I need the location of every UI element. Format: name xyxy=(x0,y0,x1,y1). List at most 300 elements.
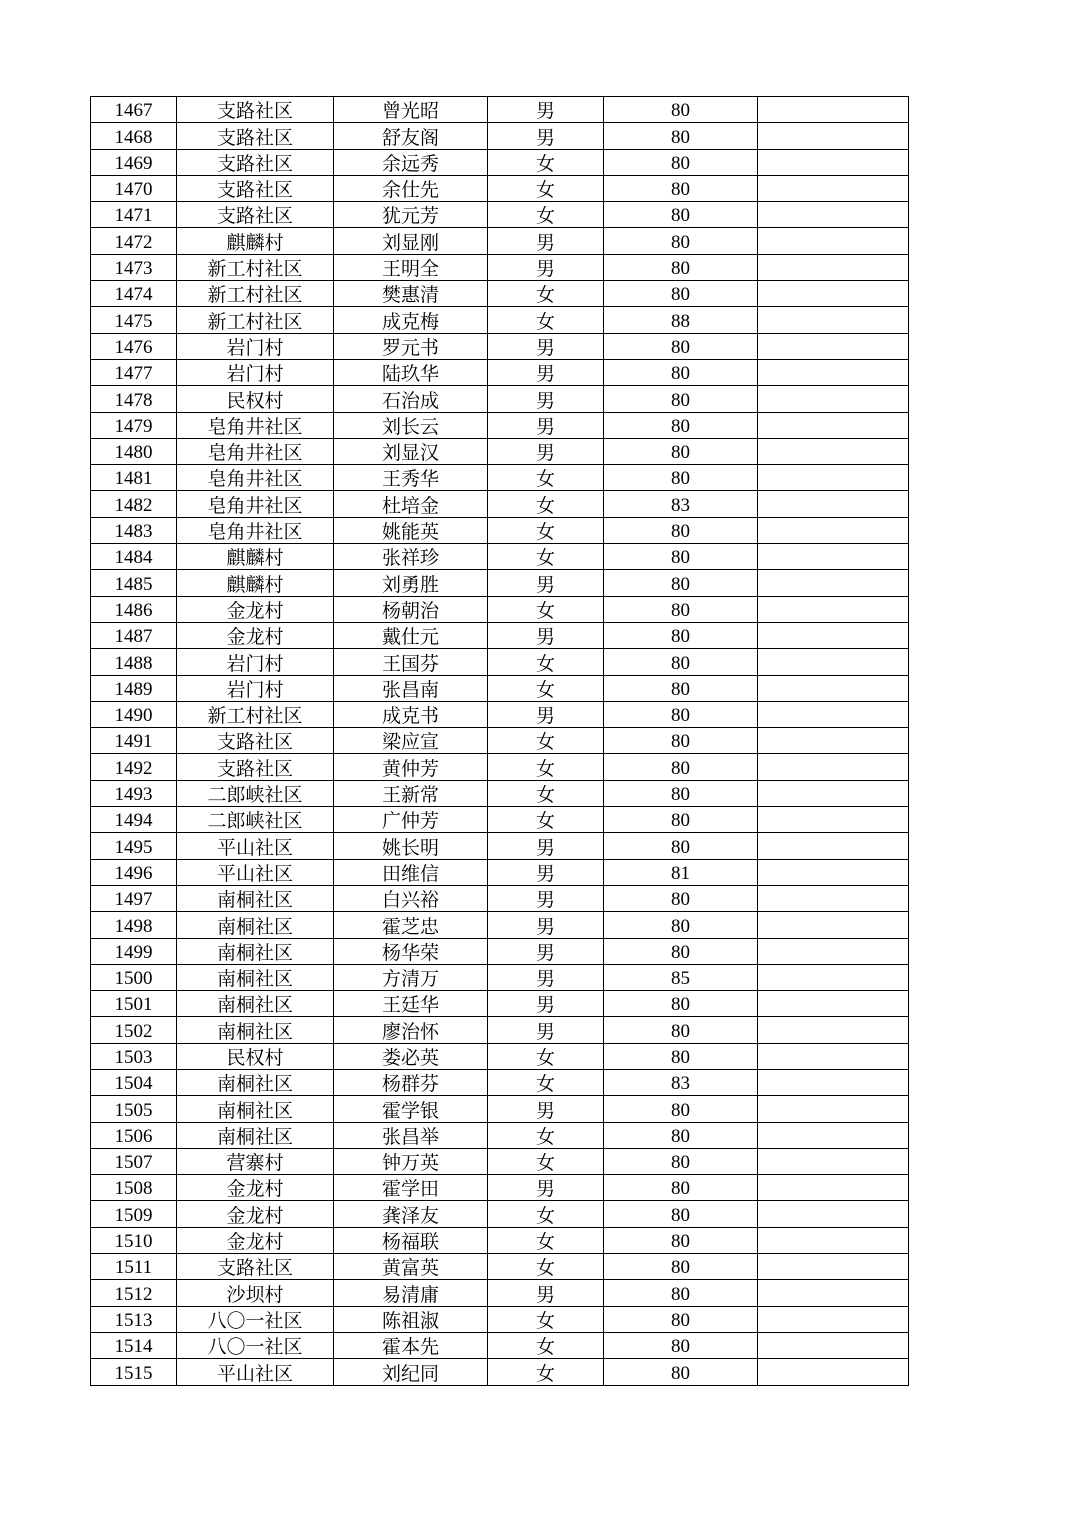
table-row xyxy=(91,359,909,385)
row-number-cell: 1485 xyxy=(91,570,177,596)
person-name-cell: 姚能英 xyxy=(334,517,488,543)
person-name-cell: 龚泽友 xyxy=(334,1201,488,1227)
remarks-cell xyxy=(758,1122,909,1148)
row-number-cell: 1493 xyxy=(91,780,177,806)
table-row xyxy=(91,885,909,911)
table-row xyxy=(91,1043,909,1069)
roster-table xyxy=(90,96,909,1386)
remarks-cell xyxy=(758,175,909,201)
community-cell: 皂角井社区 xyxy=(177,517,334,543)
remarks-cell xyxy=(758,1069,909,1095)
gender-cell: 男 xyxy=(488,570,604,596)
table-row xyxy=(91,859,909,885)
remarks-cell xyxy=(758,780,909,806)
age-cell: 80 xyxy=(604,675,758,701)
person-name-cell: 梁应宣 xyxy=(334,728,488,754)
remarks-cell xyxy=(758,1175,909,1201)
remarks-cell xyxy=(758,228,909,254)
remarks-cell xyxy=(758,833,909,859)
gender-cell: 女 xyxy=(488,175,604,201)
row-number-cell: 1498 xyxy=(91,912,177,938)
remarks-cell xyxy=(758,438,909,464)
community-cell: 南桐社区 xyxy=(177,964,334,990)
gender-cell: 女 xyxy=(488,1069,604,1095)
gender-cell: 男 xyxy=(488,912,604,938)
row-number-cell: 1514 xyxy=(91,1332,177,1358)
person-name-cell: 王秀华 xyxy=(334,465,488,491)
gender-cell: 女 xyxy=(488,780,604,806)
community-cell: 支路社区 xyxy=(177,1254,334,1280)
row-number-cell: 1483 xyxy=(91,517,177,543)
community-cell: 南桐社区 xyxy=(177,938,334,964)
gender-cell: 男 xyxy=(488,964,604,990)
person-name-cell: 方清万 xyxy=(334,964,488,990)
age-cell: 80 xyxy=(604,1359,758,1385)
table-row xyxy=(91,780,909,806)
community-cell: 平山社区 xyxy=(177,833,334,859)
community-cell: 金龙村 xyxy=(177,596,334,622)
age-cell: 80 xyxy=(604,544,758,570)
table-row xyxy=(91,649,909,675)
community-cell: 皂角井社区 xyxy=(177,438,334,464)
row-number-cell: 1486 xyxy=(91,596,177,622)
gender-cell: 女 xyxy=(488,1332,604,1358)
row-number-cell: 1505 xyxy=(91,1096,177,1122)
table-row xyxy=(91,622,909,648)
row-number-cell: 1491 xyxy=(91,728,177,754)
row-number-cell: 1501 xyxy=(91,991,177,1017)
row-number-cell: 1470 xyxy=(91,175,177,201)
table-row xyxy=(91,991,909,1017)
person-name-cell: 刘勇胜 xyxy=(334,570,488,596)
age-cell: 80 xyxy=(604,570,758,596)
remarks-cell xyxy=(758,359,909,385)
community-cell: 金龙村 xyxy=(177,1201,334,1227)
community-cell: 新工村社区 xyxy=(177,307,334,333)
age-cell: 80 xyxy=(604,1175,758,1201)
table-row xyxy=(91,701,909,727)
row-number-cell: 1496 xyxy=(91,859,177,885)
community-cell: 岩门村 xyxy=(177,333,334,359)
remarks-cell xyxy=(758,123,909,149)
remarks-cell xyxy=(758,912,909,938)
gender-cell: 女 xyxy=(488,649,604,675)
remarks-cell xyxy=(758,622,909,648)
gender-cell: 女 xyxy=(488,1306,604,1332)
gender-cell: 女 xyxy=(488,675,604,701)
person-name-cell: 曾光昭 xyxy=(334,97,488,123)
person-name-cell: 张祥珍 xyxy=(334,544,488,570)
community-cell: 皂角井社区 xyxy=(177,491,334,517)
gender-cell: 女 xyxy=(488,728,604,754)
community-cell: 新工村社区 xyxy=(177,701,334,727)
person-name-cell: 杨福联 xyxy=(334,1227,488,1253)
table-row xyxy=(91,254,909,280)
remarks-cell xyxy=(758,333,909,359)
table-row xyxy=(91,964,909,990)
gender-cell: 女 xyxy=(488,754,604,780)
community-cell: 支路社区 xyxy=(177,97,334,123)
community-cell: 麒麟村 xyxy=(177,228,334,254)
age-cell: 80 xyxy=(604,517,758,543)
table-row xyxy=(91,1017,909,1043)
remarks-cell xyxy=(758,465,909,491)
age-cell: 80 xyxy=(604,1306,758,1332)
age-cell: 80 xyxy=(604,97,758,123)
remarks-cell xyxy=(758,386,909,412)
person-name-cell: 陈祖淑 xyxy=(334,1306,488,1332)
person-name-cell: 霍本先 xyxy=(334,1332,488,1358)
gender-cell: 女 xyxy=(488,1043,604,1069)
age-cell: 80 xyxy=(604,438,758,464)
age-cell: 80 xyxy=(604,1254,758,1280)
table-row xyxy=(91,228,909,254)
remarks-cell xyxy=(758,1201,909,1227)
gender-cell: 男 xyxy=(488,859,604,885)
person-name-cell: 刘显刚 xyxy=(334,228,488,254)
gender-cell: 男 xyxy=(488,1280,604,1306)
remarks-cell xyxy=(758,1017,909,1043)
gender-cell: 男 xyxy=(488,1017,604,1043)
age-cell: 80 xyxy=(604,386,758,412)
community-cell: 麒麟村 xyxy=(177,544,334,570)
remarks-cell xyxy=(758,149,909,175)
person-name-cell: 杨群芬 xyxy=(334,1069,488,1095)
age-cell: 80 xyxy=(604,1096,758,1122)
table-row xyxy=(91,728,909,754)
community-cell: 支路社区 xyxy=(177,123,334,149)
remarks-cell xyxy=(758,517,909,543)
age-cell: 83 xyxy=(604,1069,758,1095)
community-cell: 营寨村 xyxy=(177,1148,334,1174)
row-number-cell: 1481 xyxy=(91,465,177,491)
community-cell: 支路社区 xyxy=(177,149,334,175)
table-row xyxy=(91,202,909,228)
gender-cell: 男 xyxy=(488,622,604,648)
person-name-cell: 余仕先 xyxy=(334,175,488,201)
person-name-cell: 霍学田 xyxy=(334,1175,488,1201)
table-row xyxy=(91,412,909,438)
row-number-cell: 1492 xyxy=(91,754,177,780)
person-name-cell: 成克书 xyxy=(334,701,488,727)
table-row xyxy=(91,912,909,938)
person-name-cell: 刘长云 xyxy=(334,412,488,438)
community-cell: 岩门村 xyxy=(177,359,334,385)
gender-cell: 男 xyxy=(488,885,604,911)
gender-cell: 女 xyxy=(488,465,604,491)
community-cell: 金龙村 xyxy=(177,1227,334,1253)
age-cell: 80 xyxy=(604,1280,758,1306)
table-row xyxy=(91,386,909,412)
age-cell: 80 xyxy=(604,885,758,911)
community-cell: 金龙村 xyxy=(177,1175,334,1201)
gender-cell: 男 xyxy=(488,991,604,1017)
person-name-cell: 黄仲芳 xyxy=(334,754,488,780)
age-cell: 80 xyxy=(604,649,758,675)
person-name-cell: 刘显汉 xyxy=(334,438,488,464)
community-cell: 支路社区 xyxy=(177,175,334,201)
row-number-cell: 1478 xyxy=(91,386,177,412)
remarks-cell xyxy=(758,1359,909,1385)
row-number-cell: 1468 xyxy=(91,123,177,149)
age-cell: 80 xyxy=(604,912,758,938)
person-name-cell: 张昌南 xyxy=(334,675,488,701)
person-name-cell: 杨朝治 xyxy=(334,596,488,622)
age-cell: 80 xyxy=(604,1122,758,1148)
row-number-cell: 1510 xyxy=(91,1227,177,1253)
person-name-cell: 成克梅 xyxy=(334,307,488,333)
gender-cell: 男 xyxy=(488,1096,604,1122)
row-number-cell: 1489 xyxy=(91,675,177,701)
row-number-cell: 1502 xyxy=(91,1017,177,1043)
table-row xyxy=(91,465,909,491)
age-cell: 80 xyxy=(604,754,758,780)
age-cell: 80 xyxy=(604,622,758,648)
remarks-cell xyxy=(758,991,909,1017)
row-number-cell: 1503 xyxy=(91,1043,177,1069)
person-name-cell: 刘纪同 xyxy=(334,1359,488,1385)
community-cell: 麒麟村 xyxy=(177,570,334,596)
gender-cell: 男 xyxy=(488,228,604,254)
remarks-cell xyxy=(758,1332,909,1358)
row-number-cell: 1507 xyxy=(91,1148,177,1174)
community-cell: 支路社区 xyxy=(177,754,334,780)
remarks-cell xyxy=(758,281,909,307)
table-row xyxy=(91,1254,909,1280)
age-cell: 80 xyxy=(604,780,758,806)
community-cell: 支路社区 xyxy=(177,202,334,228)
gender-cell: 男 xyxy=(488,833,604,859)
table-row xyxy=(91,833,909,859)
remarks-cell xyxy=(758,307,909,333)
table-row xyxy=(91,281,909,307)
table-row xyxy=(91,1122,909,1148)
table-row xyxy=(91,1332,909,1358)
table-row xyxy=(91,675,909,701)
person-name-cell: 廖治怀 xyxy=(334,1017,488,1043)
age-cell: 80 xyxy=(604,281,758,307)
person-name-cell: 易清庸 xyxy=(334,1280,488,1306)
person-name-cell: 舒友阁 xyxy=(334,123,488,149)
age-cell: 80 xyxy=(604,359,758,385)
row-number-cell: 1504 xyxy=(91,1069,177,1095)
community-cell: 民权村 xyxy=(177,386,334,412)
row-number-cell: 1494 xyxy=(91,807,177,833)
community-cell: 平山社区 xyxy=(177,859,334,885)
row-number-cell: 1471 xyxy=(91,202,177,228)
remarks-cell xyxy=(758,964,909,990)
table-row xyxy=(91,1227,909,1253)
row-number-cell: 1490 xyxy=(91,701,177,727)
community-cell: 南桐社区 xyxy=(177,1069,334,1095)
table-row xyxy=(91,1201,909,1227)
gender-cell: 女 xyxy=(488,149,604,175)
community-cell: 南桐社区 xyxy=(177,991,334,1017)
remarks-cell xyxy=(758,938,909,964)
row-number-cell: 1475 xyxy=(91,307,177,333)
community-cell: 沙坝村 xyxy=(177,1280,334,1306)
row-number-cell: 1479 xyxy=(91,412,177,438)
table-row xyxy=(91,517,909,543)
row-number-cell: 1467 xyxy=(91,97,177,123)
age-cell: 80 xyxy=(604,728,758,754)
age-cell: 80 xyxy=(604,149,758,175)
person-name-cell: 王国芬 xyxy=(334,649,488,675)
gender-cell: 女 xyxy=(488,202,604,228)
age-cell: 80 xyxy=(604,123,758,149)
row-number-cell: 1477 xyxy=(91,359,177,385)
person-name-cell: 杜培金 xyxy=(334,491,488,517)
person-name-cell: 犹元芳 xyxy=(334,202,488,228)
age-cell: 80 xyxy=(604,465,758,491)
age-cell: 80 xyxy=(604,333,758,359)
age-cell: 80 xyxy=(604,1332,758,1358)
person-name-cell: 姚长明 xyxy=(334,833,488,859)
row-number-cell: 1495 xyxy=(91,833,177,859)
row-number-cell: 1506 xyxy=(91,1122,177,1148)
age-cell: 80 xyxy=(604,596,758,622)
person-name-cell: 石治成 xyxy=(334,386,488,412)
age-cell: 80 xyxy=(604,938,758,964)
person-name-cell: 娄必英 xyxy=(334,1043,488,1069)
gender-cell: 女 xyxy=(488,1201,604,1227)
person-name-cell: 田维信 xyxy=(334,859,488,885)
community-cell: 南桐社区 xyxy=(177,912,334,938)
person-name-cell: 王明全 xyxy=(334,254,488,280)
age-cell: 80 xyxy=(604,991,758,1017)
row-number-cell: 1512 xyxy=(91,1280,177,1306)
gender-cell: 女 xyxy=(488,281,604,307)
gender-cell: 女 xyxy=(488,544,604,570)
gender-cell: 女 xyxy=(488,1254,604,1280)
community-cell: 皂角井社区 xyxy=(177,412,334,438)
age-cell: 80 xyxy=(604,1017,758,1043)
community-cell: 南桐社区 xyxy=(177,1096,334,1122)
remarks-cell xyxy=(758,1306,909,1332)
age-cell: 80 xyxy=(604,833,758,859)
table-row xyxy=(91,175,909,201)
row-number-cell: 1500 xyxy=(91,964,177,990)
remarks-cell xyxy=(758,807,909,833)
row-number-cell: 1484 xyxy=(91,544,177,570)
community-cell: 皂角井社区 xyxy=(177,465,334,491)
row-number-cell: 1487 xyxy=(91,622,177,648)
community-cell: 岩门村 xyxy=(177,649,334,675)
age-cell: 83 xyxy=(604,491,758,517)
table-row xyxy=(91,1280,909,1306)
table-row xyxy=(91,1069,909,1095)
remarks-cell xyxy=(758,1280,909,1306)
remarks-cell xyxy=(758,412,909,438)
gender-cell: 女 xyxy=(488,596,604,622)
person-name-cell: 王廷华 xyxy=(334,991,488,1017)
community-cell: 岩门村 xyxy=(177,675,334,701)
row-number-cell: 1497 xyxy=(91,885,177,911)
community-cell: 新工村社区 xyxy=(177,254,334,280)
person-name-cell: 霍学银 xyxy=(334,1096,488,1122)
remarks-cell xyxy=(758,754,909,780)
age-cell: 80 xyxy=(604,1148,758,1174)
remarks-cell xyxy=(758,491,909,517)
gender-cell: 女 xyxy=(488,807,604,833)
gender-cell: 男 xyxy=(488,359,604,385)
gender-cell: 男 xyxy=(488,701,604,727)
remarks-cell xyxy=(758,1043,909,1069)
table-row xyxy=(91,596,909,622)
community-cell: 南桐社区 xyxy=(177,1122,334,1148)
community-cell: 二郎峡社区 xyxy=(177,807,334,833)
remarks-cell xyxy=(758,1254,909,1280)
person-name-cell: 罗元书 xyxy=(334,333,488,359)
table-row xyxy=(91,1096,909,1122)
remarks-cell xyxy=(758,202,909,228)
person-name-cell: 黄富英 xyxy=(334,1254,488,1280)
remarks-cell xyxy=(758,1227,909,1253)
table-row xyxy=(91,1175,909,1201)
table-row xyxy=(91,149,909,175)
remarks-cell xyxy=(758,885,909,911)
table-row xyxy=(91,807,909,833)
gender-cell: 女 xyxy=(488,491,604,517)
gender-cell: 男 xyxy=(488,938,604,964)
person-name-cell: 白兴裕 xyxy=(334,885,488,911)
row-number-cell: 1515 xyxy=(91,1359,177,1385)
age-cell: 80 xyxy=(604,701,758,727)
row-number-cell: 1499 xyxy=(91,938,177,964)
table-row xyxy=(91,938,909,964)
gender-cell: 女 xyxy=(488,1359,604,1385)
remarks-cell xyxy=(758,675,909,701)
row-number-cell: 1472 xyxy=(91,228,177,254)
community-cell: 八〇一社区 xyxy=(177,1306,334,1332)
person-name-cell: 余远秀 xyxy=(334,149,488,175)
remarks-cell xyxy=(758,649,909,675)
person-name-cell: 钟万英 xyxy=(334,1148,488,1174)
table-row xyxy=(91,307,909,333)
age-cell: 80 xyxy=(604,254,758,280)
person-name-cell: 戴仕元 xyxy=(334,622,488,648)
gender-cell: 女 xyxy=(488,1227,604,1253)
remarks-cell xyxy=(758,97,909,123)
remarks-cell xyxy=(758,544,909,570)
table-row xyxy=(91,333,909,359)
row-number-cell: 1469 xyxy=(91,149,177,175)
row-number-cell: 1488 xyxy=(91,649,177,675)
table-row xyxy=(91,97,909,123)
gender-cell: 男 xyxy=(488,438,604,464)
gender-cell: 男 xyxy=(488,254,604,280)
age-cell: 80 xyxy=(604,202,758,228)
table-row xyxy=(91,1148,909,1174)
table-row xyxy=(91,123,909,149)
remarks-cell xyxy=(758,596,909,622)
gender-cell: 女 xyxy=(488,1148,604,1174)
remarks-cell xyxy=(758,570,909,596)
table-row xyxy=(91,1306,909,1332)
gender-cell: 女 xyxy=(488,517,604,543)
row-number-cell: 1511 xyxy=(91,1254,177,1280)
person-name-cell: 霍芝忠 xyxy=(334,912,488,938)
remarks-cell xyxy=(758,254,909,280)
gender-cell: 女 xyxy=(488,1122,604,1148)
table-row xyxy=(91,1359,909,1385)
age-cell: 88 xyxy=(604,307,758,333)
community-cell: 新工村社区 xyxy=(177,281,334,307)
age-cell: 80 xyxy=(604,807,758,833)
row-number-cell: 1509 xyxy=(91,1201,177,1227)
community-cell: 二郎峡社区 xyxy=(177,780,334,806)
table-row xyxy=(91,544,909,570)
